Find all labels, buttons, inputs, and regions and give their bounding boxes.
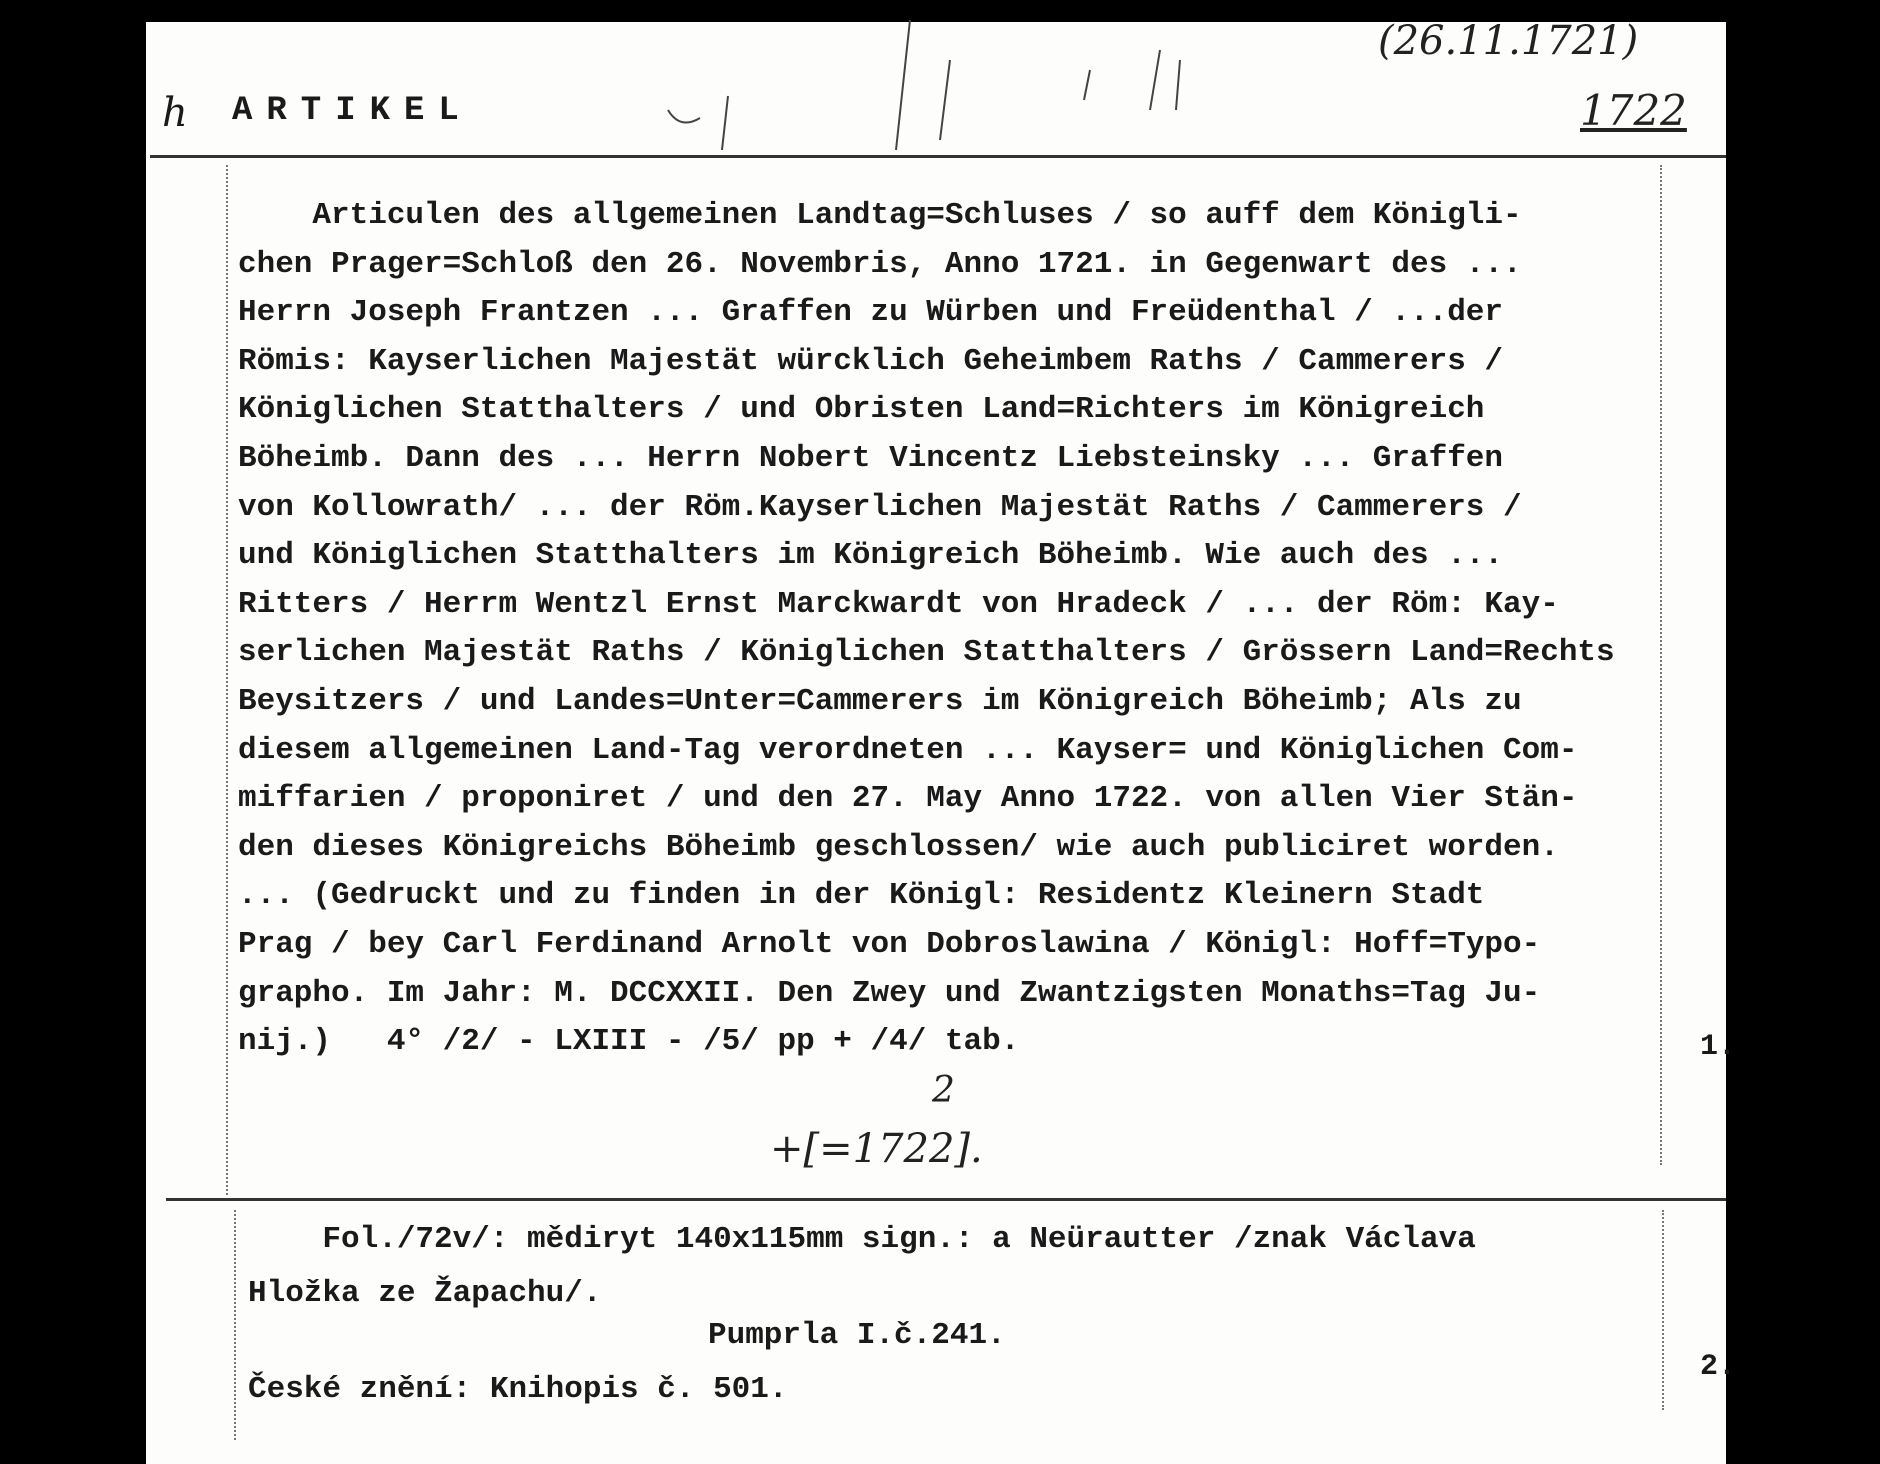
text-line: chen Prager=Schloß den 26. Novembris, Anno 1721. in Gegenwart des ... (238, 246, 1522, 282)
text-line: nij.) 4° /2/ - LXIII - /5/ pp + /4/ tab. (238, 1024, 1020, 1060)
right-margin-line (1660, 165, 1662, 1165)
right-margin-line-2 (1662, 1210, 1664, 1410)
text-line: Römis: Kayserlichen Majestät würcklich Geheimbem Raths / Cammerers / (238, 343, 1504, 379)
text-line: den dieses Königreichs Böheimb geschlossen/ wie auch publiciret worden. (238, 829, 1559, 865)
text-line: und Königlichen Statthalters im Königreich Böheimb. Wie auch des ... (238, 538, 1504, 574)
entry-number: 2. (1700, 1350, 1737, 1384)
text-line: Königlichen Statthalters / und Obristen Land=Richters im Königreich (238, 392, 1485, 428)
text-line: serlichen Majestät Raths / Königlichen Statthalters / Grössern Land=Rechts (238, 635, 1615, 671)
text-line: Böheimb. Dann des ... Herrn Nobert Vincentz Liebsteinsky ... Graffen (238, 440, 1504, 476)
corner-letter: h (162, 90, 188, 136)
text-line: ... (Gedruckt und zu finden in der Königl: Residentz Kleinern Stadt (238, 878, 1485, 914)
handwritten-note: +[=1722]. (770, 1126, 983, 1172)
left-margin-line-2 (234, 1210, 236, 1440)
entry-2-line-2: Hložka ze Žapachu/. (248, 1276, 602, 1311)
text-line: diesem allgemeinen Land-Tag verordneten ... Kayser= und Königlichen Com- (238, 732, 1578, 768)
text-line: Ritters / Herrm Wentzl Ernst Marckwardt von Hradeck / ... der Röm: Kay- (238, 586, 1559, 622)
text-line: Articulen des allgemeinen Landtag=Schluses / so auff dem Königli- (238, 198, 1522, 233)
entry-number: 1. (1700, 1030, 1737, 1064)
date-note: (26.11.1721) (1378, 18, 1639, 64)
text-line: miffarien / proponiret / und den 27. May Anno 1722. von allen Vier Stän- (238, 781, 1578, 817)
text-line: von Kollowrath/ ... der Röm.Kayserlichen Majestät Raths / Cammerers / (238, 489, 1522, 525)
entry-2-line-3: Pumprla I.č.241. (708, 1318, 1006, 1353)
text-line: Herrn Joseph Frantzen ... Graffen zu Würben und Freüdenthal / ...der (238, 295, 1504, 331)
text-line: Beysitzers / und Landes=Unter=Cammerers im Königreich Böheimb; Als zu (238, 683, 1522, 719)
section-divider (166, 1198, 1726, 1201)
text-line: grapho. Im Jahr: M. DCCXXII. Den Zwey und Zwantzigsten Monaths=Tag Ju- (238, 975, 1541, 1011)
left-margin-line (226, 165, 228, 1195)
entry-1-text (238, 192, 1658, 1067)
text-line: Prag / bey Carl Ferdinand Arnolt von Dobroslawina / Königl: Hoff=Typo- (238, 926, 1541, 962)
card-title: ARTIKEL (232, 92, 473, 130)
year-note: 1722 (1580, 86, 1687, 135)
handwritten-correction: 2 (932, 1070, 955, 1111)
header-rule (150, 155, 1726, 158)
entry-2-line-1: Fol./72v/: mědiryt 140x115mm sign.: a Neürautter /znak Václava (248, 1222, 1476, 1257)
entry-2-line-4: České znění: Knihopis č. 501. (248, 1372, 788, 1407)
